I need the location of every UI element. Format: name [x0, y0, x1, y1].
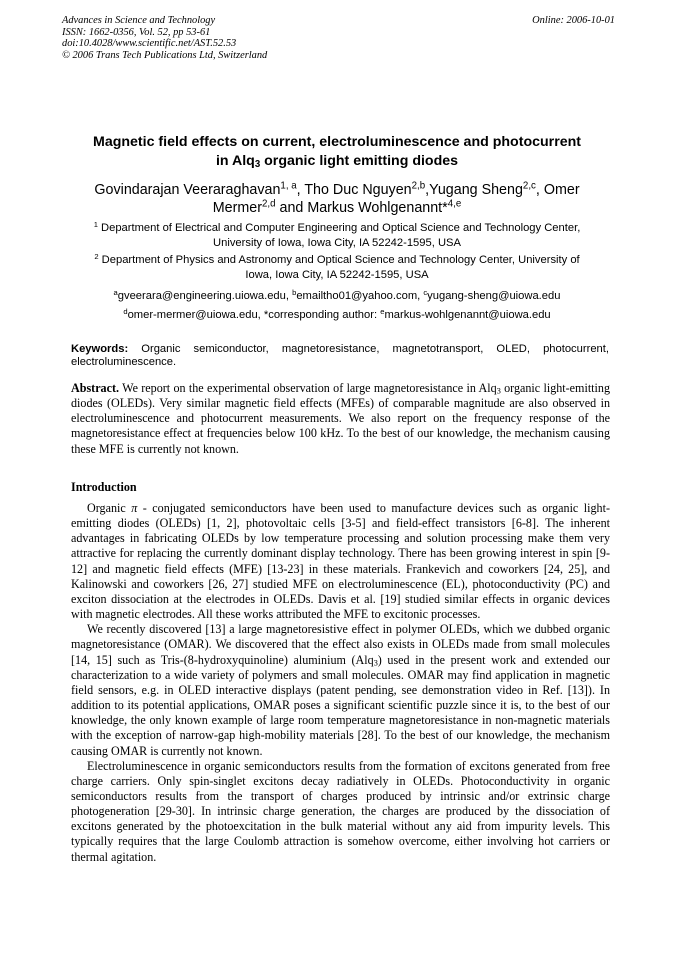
introduction-body [71, 501, 610, 865]
author-name: and Markus Wohlgenannt* [275, 199, 448, 216]
affiliation-line: Iowa, Iowa City, IA 52242-1595, USA [245, 268, 429, 281]
email-address[interactable]: omer-mermer@uiowa.edu, *corresponding author: [127, 308, 381, 321]
keywords-text: Organic semiconductor, magnetoresistance, magnetotransport, OLED, photocurrent, electroluminescence. [71, 343, 609, 369]
author-name: , Omer Mermer [212, 182, 580, 216]
paragraph-text: Organic [87, 501, 132, 515]
affiliation-line [62, 253, 612, 268]
email-line-2 [62, 306, 612, 325]
paragraph-text: ) used in the present work and extended our characterization to a wide variety of polymers and small molecules. OMAR may find application in magnetic field sensors, e.g. in OLED interactive displays (patent pending, see demonstration video in Ref. [13]). In addition to its potential applications, OMAR poses a significant scientific puzzle since it is, to the best of our knowledge, the only known example of large room temperature magnetoresistance in non-magnetic materials with the exception of narrow-gap high-mobility materials [28]. To the best of our knowledge, the mechanism causing OMAR is currently not known. [71, 652, 611, 758]
email-mark: a [113, 287, 118, 297]
abstract-text: We report on the experimental observation of large magnetoresistance in Alq [119, 381, 497, 395]
paragraph-subscript: 3 [373, 658, 378, 668]
paragraph [71, 622, 610, 758]
email-address[interactable]: markus-wohlgenannt@uiowa.edu [384, 308, 551, 321]
keywords [71, 343, 609, 369]
email-address[interactable]: yugang-sheng@uiowa.edu [427, 290, 561, 302]
keywords-label: Keywords: [71, 343, 129, 355]
affiliation-line: University of Iowa, Iowa City, IA 52242-1595, USA [213, 236, 461, 249]
email-address[interactable]: gveerara@engineering.uiowa.edu, [117, 290, 293, 302]
affiliation-1 [62, 221, 612, 251]
journal-name: Advances in Science and Technology [62, 15, 216, 26]
author-affil-mark: 4,e [447, 198, 462, 210]
email-address[interactable]: emailtho01@yahoo.com, [296, 290, 424, 302]
email-line-1 [62, 287, 612, 306]
journal-header [62, 15, 267, 61]
author-list [62, 182, 612, 217]
affiliation-number: 1 [93, 219, 98, 229]
author-affil-mark: 2,b [411, 180, 426, 192]
affiliation-text: Department of Physics and Astronomy and Optical Science and Technology Center, University of [98, 254, 580, 266]
author-name: ,Yugang Sheng [425, 182, 523, 198]
author-affil-mark: 2,c [522, 180, 536, 192]
abstract [71, 381, 610, 457]
affiliation-line [62, 221, 612, 236]
affiliation-text: Department of Electrical and Computer Engineering and Optical Science and Technology Center, [97, 222, 581, 234]
email-list [62, 287, 612, 324]
paragraph-text: - conjugated semiconductors have been used to manufacture devices such as organic light-emitting diodes (OLEDs) [1, 2], photovoltaic cells [3-5] and field-effect transistors [6-8]. The inherent advantages in fabricating OLEDs by low temperature processing and solution processing make them very attractive for replacing the currently dominant display technology. There has been growing interest in spin [9-12] and magnetic field effects (MFE) [13-23] in these materials. Frankevich and coworkers [24, 25], and Kalinowski and coworkers [26, 27] studied MFE on electroluminescence (EL), photoconductivity (PC) and exciton dissociation at the electrodes in OLEDs. Davis et al. [19] studied similar effects in organic devices with magnetic electrodes. All these works attributed the MFE to excitonic processes. [71, 501, 610, 622]
title-line-1: Magnetic field effects on current, electroluminescence and photocurrent [93, 134, 581, 150]
email-mark: b [292, 287, 297, 297]
paragraph [71, 501, 610, 622]
title-text: in Alq [215, 152, 255, 169]
author-name: , Tho Duc Nguyen [296, 182, 412, 198]
online-date: Online: 2006-10-01 [532, 15, 615, 26]
paragraph-text: We recently discovered [13] a large magnetoresistive effect in polymer OLEDs, which we dubbed organic magnetoresistance (OMAR). We discovered that the effect also exists in OLEDs made from small molecules [14, 15] such as Tris-(8-hydroxyquinoline) aluminium (Alq [71, 622, 610, 667]
paragraph: Electroluminescence in organic semiconductors results from the formation of excitons generated from free charge carriers. Only spin-singlet excitons decay radiatively in OLEDs. Photoconductivity in organic semiconductors results from the transport of charges produced by intrinsic and/or extrinsic charge photogeneration [29-30]. In intrinsic charge generation, the charges are produced by the dissociation of excitons generated by the photoexcitation in the bulk material without any aid from impurity levels. This typically requires that the large Coulomb attraction is somehow overcome, either involving hot carriers or thermal agitation. [71, 758, 610, 864]
title-line-2 [62, 152, 612, 171]
title-text: organic light emitting diodes [260, 152, 459, 169]
affiliation-2 [62, 253, 612, 283]
author-name: Govindarajan Veeraraghavan [94, 182, 281, 198]
issn-line: ISSN: 1662-0356, Vol. 52, pp 53-61 [62, 26, 211, 38]
paper-title [62, 133, 612, 170]
abstract-text: organic light-emitting diodes (OLEDs). Very similar magnetic field effects (MFEs) of comparable magnitude are also observed in electroluminescence and photocurrent measurements. We also report on the frequency response of the magnetoresistance effect at frequencies below 100 kHz. To the best of our knowledge, the mechanism causing these MFE is currently not known. [71, 381, 610, 456]
abstract-label: Abstract. [71, 381, 120, 395]
title-subscript: 3 [254, 158, 261, 170]
copyright-line: © 2006 Trans Tech Publications Ltd, Switzerland [62, 49, 268, 61]
abstract-subscript: 3 [496, 386, 501, 396]
email-mark: d [123, 306, 128, 316]
section-heading-introduction: Introduction [71, 480, 137, 494]
email-mark: c [423, 287, 428, 297]
author-affil-mark: 2,d [262, 198, 276, 210]
author-affil-mark: 1, a [280, 180, 297, 192]
email-mark: e [380, 306, 385, 316]
doi-line: doi:10.4028/www.scientific.net/AST.52.53 [62, 38, 237, 50]
pi-symbol: π [131, 501, 138, 515]
affiliation-number: 2 [94, 251, 99, 261]
